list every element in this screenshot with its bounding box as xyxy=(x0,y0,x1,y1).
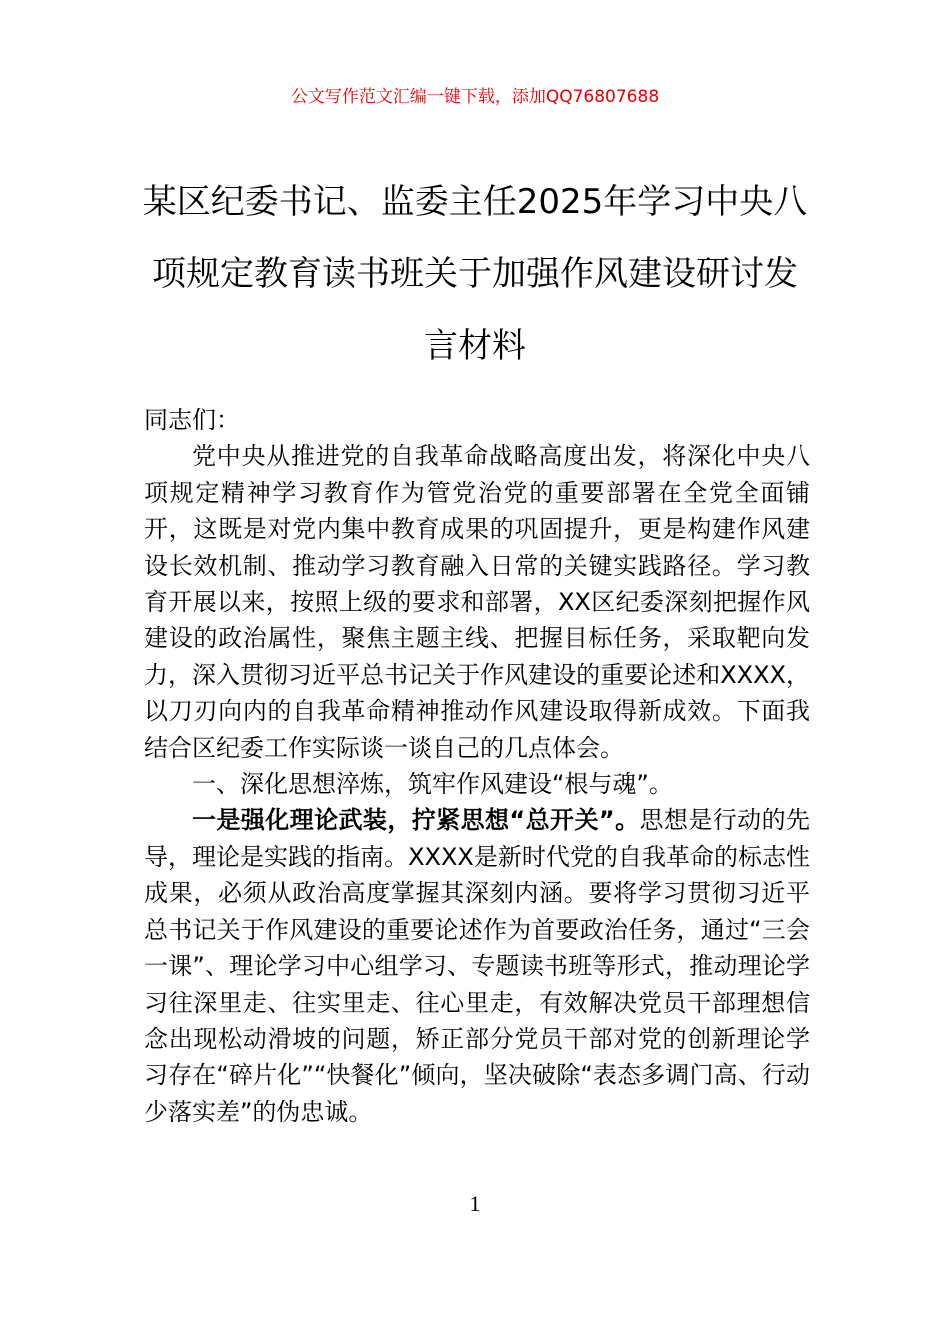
document-title: 某区纪委书记、监委主任2025年学习中央八项规定教育读书班关于加强作风建设研讨发言材料 xyxy=(142,182,808,366)
document-body xyxy=(144,402,810,1130)
page-number: 1 xyxy=(469,1191,481,1216)
paragraph-intro: 党中央从推进党的自我革命战略高度出发，将深化中央八项规定精神学习教育作为管党治党的重要部署在全党全面铺开，这既是对党内集中教育成果的巩固提升，更是构建作风建设长效机制、推动学习教育融入日常的关键实践路径。学习教育开展以来，按照上级的要求和部署，XX区纪委深刻把握作风建设的政治属性，聚焦主题主线、把握目标任务，采取靶向发力，深入贯彻习近平总书记关于作风建设的重要论述和XXXX，以刀刃向内的自我革命精神推动作风建设取得新成效。下面我结合区纪委工作实际谈一谈自己的几点体会。 xyxy=(144,442,810,762)
point-one-lead: 一是强化理论武装，拧紧思想“总开关”。 xyxy=(192,806,640,835)
download-note: 公文写作范文汇编一键下载，添加QQ76807688 xyxy=(290,87,660,107)
section-heading-one: 一、深化思想淬炼，筑牢作风建设“根与魂”。 xyxy=(192,770,673,799)
point-one-text: 思想是行动的先导，理论是实践的指南。XXXX是新时代党的自我革命的标志性成果，必须从政治高度掌握其深刻内涵。要将学习贯彻习近平总书记关于作风建设的重要论述作为首要政治任务，通过“三会一课”、理论学习中心组学习、专题读书班等形式，推动理论学习往深里走、往实里走、往心里走，有效解决党员干部理想信念出现松动滑坡的问题，矫正部分党员干部对党的创新理论学习存在“碎片化”“快餐化”倾向，坚决破除“表态多调门高、行动少落实差”的伪忠诚。 xyxy=(144,806,811,1126)
paragraph-point-one xyxy=(144,802,810,1130)
greeting: 同志们： xyxy=(144,406,240,434)
